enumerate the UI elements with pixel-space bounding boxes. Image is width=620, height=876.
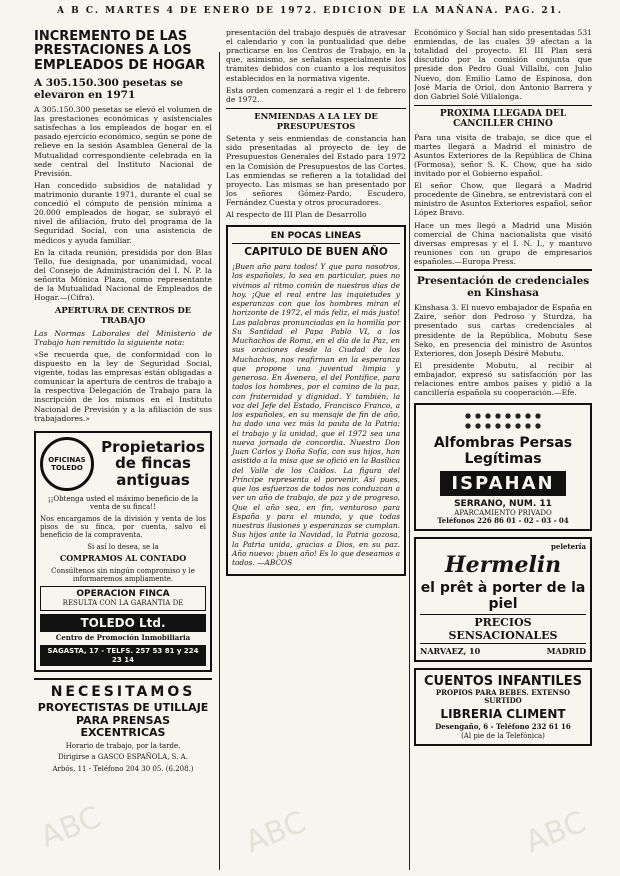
watermark: ABC: [35, 799, 106, 856]
ad-line: Dirigirse a GASCO ESPAÑOLA, S. A.: [58, 753, 188, 762]
section-heading: ENMIENDAS A LA LEY DE PRESUPUESTOS: [226, 108, 406, 131]
ad-cuentos: [414, 668, 592, 747]
ad-label: peletería: [550, 542, 586, 552]
ad-title: Propietarios de fincas antiguas: [101, 437, 205, 489]
ad-prices: PRECIOS SENSACIONALES: [420, 614, 586, 644]
column-3: [414, 28, 592, 873]
section-paragraph: «Se recuerda que, de conformidad con lo dispuesto en la ley de Seguridad Social, vigente, todas las empresas están obligadas a comunicar la apertura de centros de trabajo a la respectiva Delegación de Trabajo para la inscripción de los mismos en el Instituto Nacional de Previsión y a la afiliación de sus trabajadores.»: [34, 349, 212, 423]
box-title: CAPITULO DE BUEN AÑO: [244, 246, 388, 259]
ad-note: (Al pie de la Telefónica): [461, 731, 545, 740]
brand-name: Hermelin: [444, 551, 562, 578]
article-paragraph: presentación del trabajo después de atravesar el calendario y con la puntualidad que debe practicarse en los Centros de Trabajo, en la que, asimismo, se señalan especialmente los trámites debidos con cuanto a los requisitos establecidos en la normativa vigente.: [226, 28, 406, 83]
ad-line: Consúltenos sin ningún compromiso y le informaremos ampliamente.: [51, 566, 195, 584]
article-subtitle: A 305.150.300 pesetas se elevaron en 1971: [34, 76, 183, 101]
column-2: [226, 28, 406, 868]
ad-address: SAGASTA, 17 - TELFS. 257 53 81 y 224 23 14: [40, 645, 206, 666]
ad-city: MADRID: [546, 645, 586, 656]
ad-line: Nos encargamos de la división y venta de los pisos de su finca, por cuenta, salvo el beneficio de la compraventa.: [40, 514, 206, 540]
ad-street: NARVAEZ, 10: [420, 645, 481, 656]
section-paragraph: Setenta y seis enmiendas de constancia han sido presentadas al proyecto de ley de Presupuestos Generales del Estado para 1972 en la Comisión de Presupuestos de las Cortes. Las enmiendas se refieren a la totalidad del proyecto. Las mismas se han presentado por los señores Gómez-Pardo, Escudero, Fernández Cuesta y otros procuradores.: [226, 134, 406, 207]
box-kicker: EN POCAS LINEAS: [232, 231, 400, 244]
section-paragraph: El señor Chow, que llegará a Madrid procedente de Ginebra, se entrevistará con el ministro de Asuntos Exteriores español, señor López Bravo.: [414, 181, 592, 218]
toledo-logo: OFICINAS TOLEDO: [40, 437, 94, 491]
ad-footer: [420, 646, 586, 656]
brand-sub: Centro de Promoción Inmobiliaria: [55, 632, 191, 642]
section-heading: Presentación de credenciales en Kinshasa: [414, 269, 592, 299]
ornament-icon: [463, 411, 543, 433]
ad-line: COMPRAMOS AL CONTADO: [59, 553, 187, 564]
ad-line: Arbós, 11 - Teléfono 204 30 05. (6.208.): [52, 764, 194, 773]
ad-sub: PROPIOS PARA BEBES. EXTENSO SURTIDO: [435, 687, 571, 706]
operacion-label: OPERACION FINCA: [76, 589, 170, 600]
page-header: A B C. MARTES 4 DE ENERO DE 1972. EDICION DE LA MAÑANA. PAG. 21.: [57, 6, 563, 16]
article-title: INCREMENTO DE LAS PRESTACIONES A LOS EMPLEADOS DE HOGAR: [34, 29, 206, 73]
column-divider: [409, 52, 410, 870]
box-text: ¡Buen año para todos! Y que para nosotros, los españoles, lo sea en particular, pues no vivimos al ritmo común de nuestros días de hoy. ¡Que el real entre las inquietudes y esperanzas con que los hombres miran el horizonte de 1972, el más feliz, el más justo! Las palabras pronunciadas en la homilía por Su Santidad el Papa Pablo VI, a los Muchachos de Roma, en el día de la Paz, en sus oraciones desde la Ciudad de los Muchachos, nos reafirman en la esperanza que propone una juventud limpia y generosa. En Ávenera, el del Pontífice, para todos los hombres, por el camino de la paz, con fraternidad y dignidad. Y también, la voz del Jefe del Estado, Francisco Franco, a los españoles, en su mensaje de fin de año, ha dado una vez más la pauta de la Patria: el trabajo y la unidad, que el 1972 sea una nueva jornada de concordia. Nuestro Don Juan Carlos y Doña Sofía, con sus hijos, han asistido a la misa que se ofició en la Basílica del Valle de los Caídos. La figura del Príncipe representa el porvenir. Así pues, que los esfuerzos de todos nos conduzcan a ver un año de trabajo, de paz y de progreso. Que el año sea, en fin, venturoso para España y para el mundo, y que todas nuestras ilusiones y esperanzas se cumplan. Sus hijos ante la Navidad, la Patria gozosa, la Patria unida, gracias a Dios, en su paz. Año nuevo: ¡buen año! Es lo que deseamos a todos. —ABCOS: [232, 262, 400, 568]
ad-address: Desengaño, 6 - Teléfono 232 61 16: [435, 722, 571, 732]
column-divider: [219, 52, 220, 870]
ad-hermelin: [414, 537, 592, 661]
section-paragraph: Kinshasa 3. El nuevo embajador de España en Zaire, señor don Pedroso y Sturdza, ha presentado sus cartas credenciales al presidente de la República, Mobutu Sese Seko, en presencia del ministro de Asuntos Exteriores, don Joseph Désiré Mobutu.: [414, 303, 592, 358]
ad-oficinas-toledo: [34, 431, 212, 672]
garantia-label: RESULTA CON LA GARANTIA DE: [62, 599, 184, 608]
en-pocas-lineas-box: [226, 225, 406, 576]
ad-title: Alfombras Persas Legítimas: [433, 435, 573, 468]
ad-ispahan: [414, 403, 592, 531]
ad-operacion: [40, 586, 206, 610]
article-paragraph: Económico y Social han sido presentadas 531 enmiendas, de las cuales 39 afectan a la totalidad del proyecto. El III Plan será discutido por la comisión conjunta que preside don Pedro Gual Villalbí, con Julio Nuevo, don Emilio Lamo de Espinosa, don José María de Oriol, don Antonio Barrera y don Gabriel Solé Villalonga.: [414, 28, 592, 101]
section-heading: APERTURA DE CENTROS DE TRABAJO: [54, 305, 192, 325]
article-paragraph: Han concedido subsidios de natalidad y matrimonio durante 1971, durante el cual se concedió el cómputo de pensión mínima a 20.000 empleados de hogar, se subrayó el nivel de afiliación, fruto del programa de la Seguridad Social, con una asistencia de médicos y ayuda familiar.: [34, 180, 212, 245]
watermark: ABC: [520, 804, 591, 861]
article-paragraph: En la citada reunión, presidida por don Blas Tello, fue designada, por unanimidad, vocal del Consejo de Administración del I. N. P. la señorita Mónica Plaza, como representante de la Mutualidad Nacional de Empleados de Hogar.—(Cifra).: [34, 247, 212, 303]
ad-necesitamos: [34, 678, 212, 773]
ad-title: CUENTOS INFANTILES: [424, 673, 582, 689]
article-paragraph: A 305.150.300 pesetas se elevó el volumen de las prestaciones económicas y asistenciales satisfechas a los empleados de hogar en el pasado ejercicio económico, según se pone de relieve en la sesión Asamblea General de la Mutualidad correspondiente celebrada en la sede central del Instituto Nacional de Previsión.: [34, 105, 212, 178]
section-heading: PROXIMA LLEGADA DEL CANCILLER CHINO: [414, 105, 592, 130]
ad-line: ¡¡Obtenga usted el máximo beneficio de la venta de su finca!!: [47, 494, 199, 512]
ad-phones: Teléfonos 226 86 01 - 02 - 03 - 04: [437, 515, 569, 525]
section-paragraph: Al respecto de III Plan de Desarrollo: [226, 210, 367, 220]
section-paragraph: El presidente Mobutu, al recibir al embajador, expresó su satisfacción por las relaciones entre ambos países y pidió a la cancillería española su cooperación.—Efe.: [414, 360, 592, 398]
section-paragraph: Para una visita de trabajo, se dice que el martes llegará a Madrid el ministro de Asuntos Exteriores de la República de China (Formosa), señor S. K. Chow, que ha sido invitado por el Gobierno español.: [414, 132, 592, 178]
ad-note: APARCAMIENTO PRIVADO: [454, 508, 552, 517]
watermark: ABC: [240, 804, 311, 861]
ad-subheading: PROYECTISTAS DE UTILLAJE PARA PRENSAS EXCENTRICAS: [37, 701, 209, 740]
brand-name: ISPAHAN: [440, 471, 566, 496]
ad-address: SERRANO, NUM. 11: [454, 498, 552, 509]
ad-line: Si así lo desea, se la: [87, 542, 159, 551]
brand-name: TOLEDO Ltd.: [40, 614, 206, 632]
ad-line: Horario de trabajo, por la tarde.: [65, 741, 181, 750]
article-paragraph: Esta orden comenzará a regir el 1 de febrero de 1972.: [226, 85, 406, 104]
shop-name: LIBRERIA CLIMENT: [440, 707, 566, 722]
column-1: [34, 28, 212, 873]
section-paragraph: Hace un mes llegó a Madrid una Misión comercial de China nacionalista que visitó diversas empresas y el I. N. I., y mantuvo reuniones con un grupo de empresarios españoles.—Europa Press.: [414, 220, 592, 266]
ad-slogan: el prêt à porter de la piel: [420, 579, 586, 612]
section-intro: Las Normas Laborales del Ministerio de Trabajo han remitido la siguiente nota:: [34, 328, 212, 347]
ad-heading: NECESITAMOS: [50, 684, 196, 700]
